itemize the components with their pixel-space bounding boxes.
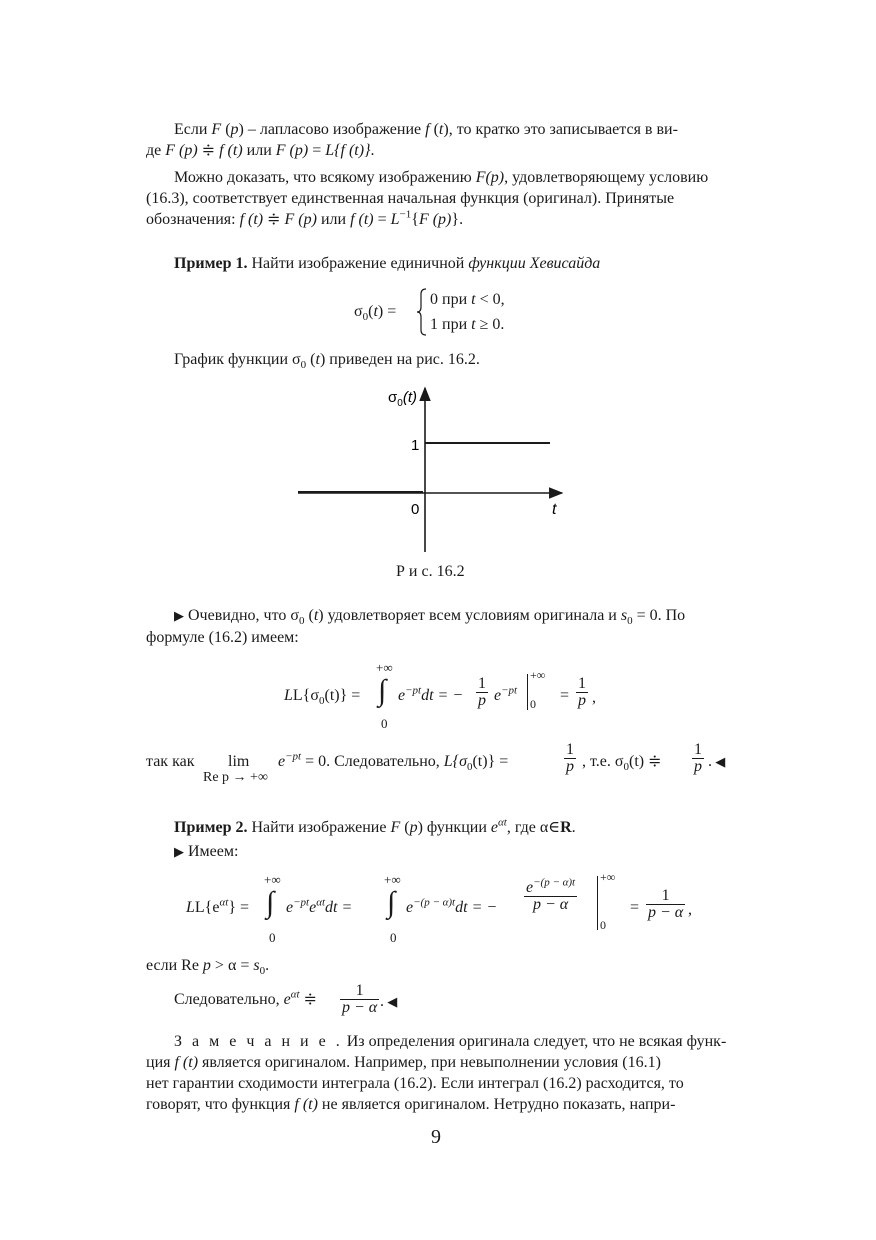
heaviside-figure	[280, 380, 580, 560]
example2-heading: Пример 2. Найти изображение F (p) функции $e^{\alpha t}$, где α∈R.	[174, 816, 576, 836]
eq1-equals: =	[560, 687, 570, 704]
tick-label-one: 1	[411, 437, 420, 454]
limline-lim: lim	[228, 753, 250, 770]
triangle-right-icon: ▶	[174, 608, 184, 623]
eq1-lhs: $LL\{\sigma_0(t)\}$ =	[284, 687, 361, 708]
limline-tail: , т.е. $\sigma_0(t)$ ≑	[582, 753, 662, 774]
eq1-integrand: $e^{-pt}dt$ = −	[398, 684, 464, 704]
graph-reference-line: График функции $\sigma_0$ (t) приведен на рис. 16.2.	[174, 351, 480, 372]
remark-line4: говорят, что функция f (t) не является оригиналом. Нетрудно показать, напри-	[146, 1096, 676, 1113]
eq1-eval-upper: +∞	[530, 668, 546, 682]
eq2-comma: ,	[688, 901, 692, 918]
eq2-lhs: $LL\{e^{\alpha t}\}$ =	[186, 896, 250, 916]
para2-line3: обозначения: f (t) ≑ F (p) или f $(t) = L^{-1}\{F$ (p)}.	[146, 208, 464, 228]
para1-line1: Если F (p) – лапласово изображение f (t), то кратко это записывается в ви-	[174, 121, 678, 138]
eq1-eval-lower: 0	[530, 697, 536, 711]
para3-line1: ▶ Очевидно, что $\sigma_0$ (t) удовлетворяет всем условиям оригинала и $s_0 = 0$. По	[174, 607, 686, 628]
eq2-upper1: +∞	[264, 872, 281, 887]
limline-frac2: $\frac{1}{p}$	[694, 741, 702, 775]
example1-heading: Пример 1. Найти изображение единичной функции Хевисайда	[174, 255, 601, 272]
para2-line2: (16.3), соответствует единственная начальная функция (оригинал). Принятые	[146, 190, 675, 207]
eq2-lower1: 0	[269, 930, 276, 945]
eq2-equals: =	[630, 899, 640, 916]
x-axis-label: t	[552, 501, 557, 518]
remark-line3: нет гарантии сходимости интеграла (16.2). Если интеграл (16.2) расходится, то	[146, 1075, 684, 1092]
piecewise-case1: 0 при t < 0,	[430, 291, 505, 308]
para3-line2: формуле (16.2) имеем:	[146, 629, 299, 646]
triangle-left-icon: ◀	[712, 754, 726, 769]
figure-caption: Р и с. 16.2	[396, 563, 465, 580]
limline-exp: $e^{-pt} = 0$. Следовательно, $L\{\sigma_0(t)\}$ =	[278, 750, 509, 774]
eq2-lower2: 0	[390, 930, 397, 945]
eq1-eval-bar	[527, 674, 528, 710]
piecewise-lhs: $\sigma_0(t)$ =	[354, 303, 397, 324]
eq1-exp: $e^{-pt}$	[494, 684, 518, 704]
eq2-eval-bar	[597, 876, 598, 930]
remark-line2: ция f (t) является оригиналом. Например, при невыполнении условия (16.1)	[146, 1054, 661, 1071]
eq2-integrand2: $e^{-(p - \alpha)t}dt$ = −	[406, 896, 498, 916]
eq2-upper2: +∞	[384, 872, 401, 887]
remark-line1: З а м е ч а н и е . Из определения оригинала следует, что не всякая функ-	[174, 1033, 727, 1050]
eq2-integral2: ∫	[387, 886, 396, 919]
eq2-integral1: ∫	[266, 886, 275, 919]
conclusion-line: Следовательно, $e^{\alpha t}$ ≑	[174, 988, 318, 1008]
eq1-integral: ∫	[378, 674, 387, 707]
para1-line2: де F (p) ≑ f (t) или F (p) = L{f (t)}.	[146, 142, 375, 159]
eq2-eval-lower: 0	[600, 918, 606, 932]
eq1-lower-limit: 0	[381, 716, 388, 731]
page-number: 9	[431, 1126, 441, 1148]
eq1-fraction: $\frac{1}{p}$	[478, 675, 486, 709]
eq1-result: $\frac{1}{p}$	[578, 675, 586, 709]
eq2-fraction: $\frac{e^{-(p - \alpha)t}}{p - \alpha}$	[526, 876, 576, 913]
limline-prefix: так как	[146, 753, 195, 770]
triangle-right-icon: ▶	[174, 844, 184, 859]
eq2-eval-upper: +∞	[600, 870, 616, 884]
limline-frac1: $\frac{1}{p}$	[566, 741, 574, 775]
conclusion-end: . ◀	[380, 993, 398, 1010]
origin-label: 0	[411, 501, 420, 518]
eq1-upper-limit: +∞	[376, 660, 393, 675]
para2-line1: Можно доказать, что всякому изображению F(p), удовлетворяющему условию	[174, 169, 709, 186]
imeem-line: ▶ Имеем:	[174, 843, 239, 860]
limline-end: . ◀	[708, 753, 726, 770]
limline-lim-under: Re p → +∞	[203, 770, 268, 785]
y-axis-label: $\sigma_0(t)$	[388, 389, 417, 409]
piecewise-case2: 1 при t ≥ 0.	[430, 316, 505, 333]
eq2-result: $\frac{1}{p - \alpha}$	[648, 887, 684, 921]
eq2-integrand1: $e^{-pt}e^{\alpha t}dt$ =	[286, 896, 353, 916]
conclusion-fraction: $\frac{1}{p - \alpha}$	[342, 982, 378, 1016]
condition-line: если Re $p > \alpha = s_0$.	[146, 957, 270, 978]
eq1-comma: ,	[592, 689, 596, 706]
piecewise-brace	[416, 288, 428, 336]
triangle-left-icon: ◀	[384, 994, 398, 1009]
